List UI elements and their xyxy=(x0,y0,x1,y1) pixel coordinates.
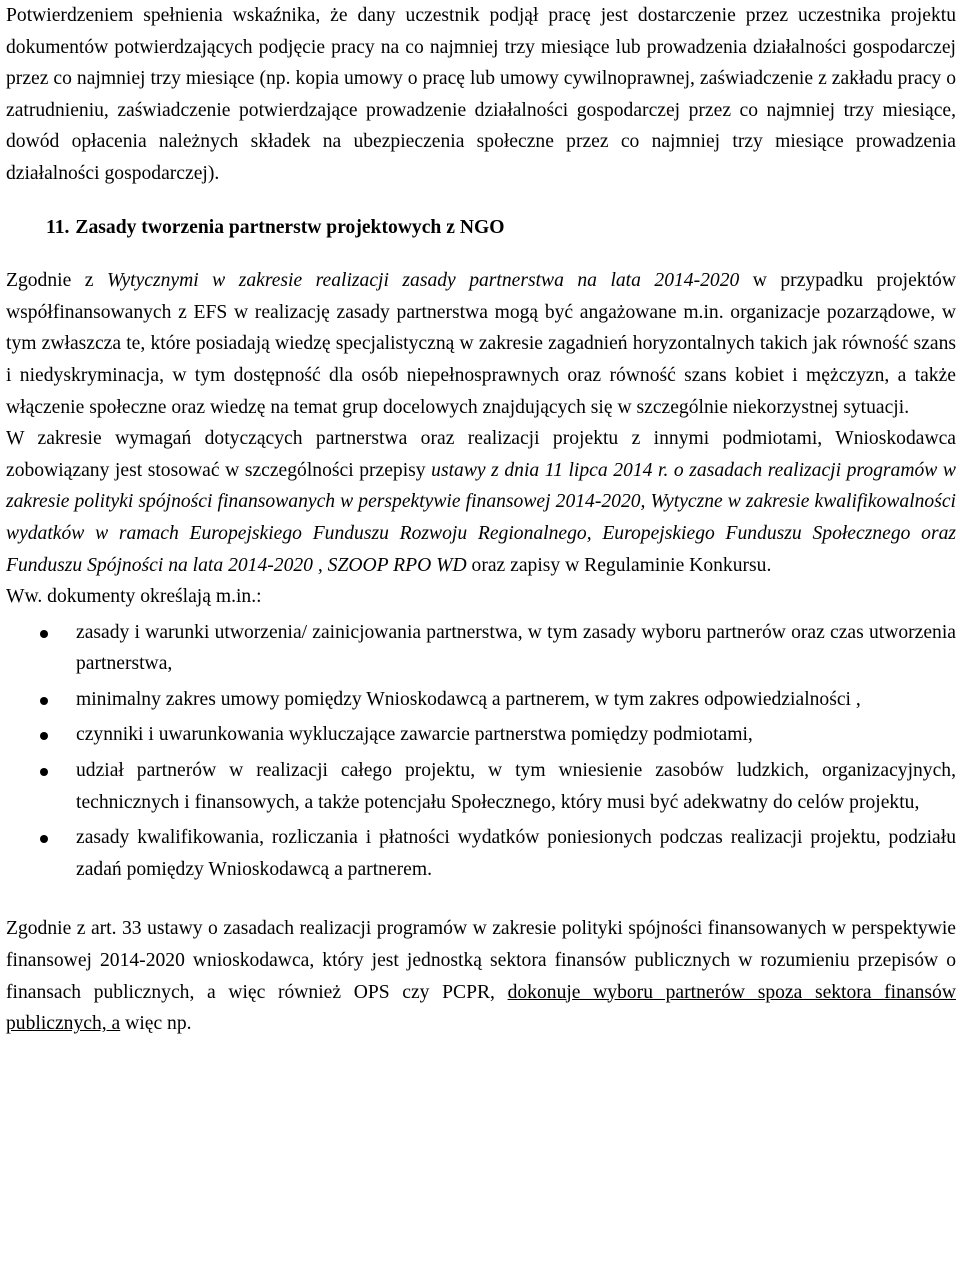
guidelines-rest: w przypadku projektów współfinansowanych z EFS w realizację zasady partnerstwa mogą być angażowane m.in. organizacje pozarządowe, w tym zwłaszcza te, które posiadają wiedzę specjalistyczną w zakresie zagadnień horyzontalnych takich jak równość szans i niedyskryminacja, w tym dostępność dla osób niepełnosprawnych oraz równość szans kobiet i mężczyzn, a także włączenie społeczne oraz wiedzę na temat grup docelowych znajdujących się w szczególnie niekorzystnej sytuacji. xyxy=(6,270,956,418)
bullet-icon xyxy=(40,768,48,776)
art33-rest: więc np. xyxy=(120,1013,192,1035)
art33-paragraph xyxy=(6,913,956,1039)
bullet-icon xyxy=(40,732,48,740)
list-item: czynniki i uwarunkowania wykluczające zawarcie partnerstwa pomiędzy podmiotami, xyxy=(6,719,956,751)
list-item: zasady i warunki utworzenia/ zainicjowania partnerstwa, w tym zasady wyboru partnerów oraz czas utworzenia partnerstwa, xyxy=(6,617,956,680)
guidelines-paragraph xyxy=(6,265,956,423)
art33-lead: Zgodnie z art. 33 ustawy o zasadach realizacji programów w zakresie polityki spójności finansowanych w perspektywie finansowej 2014-2020 wnioskodawca, który jest jednostką sektora finansów publicznych w rozumieniu przepisów o finansach publicznych, a więc również OPS czy PCPR, xyxy=(6,918,956,1003)
list-item: minimalny zakres umowy pomiędzy Wnioskodawcą a partnerem, w tym zakres odpowiedzialności , xyxy=(6,684,956,716)
guidelines-title: Wytycznymi w zakresie realizacji zasady partnerstwa na lata 2014-2020 xyxy=(106,270,740,292)
bullet-icon xyxy=(40,697,48,705)
guidelines-lead: Zgodnie z xyxy=(6,270,107,292)
spacer xyxy=(6,889,956,913)
requirements-rest: oraz zapisy w Regulaminie Konkursu. xyxy=(466,554,772,576)
art33-underlined: dokonuje wyboru partnerów spoza sektora finansów publicznych, a xyxy=(6,981,956,1035)
document-page xyxy=(6,0,956,1040)
section-heading xyxy=(6,212,956,244)
requirements-list xyxy=(6,617,956,886)
bullet-icon xyxy=(40,630,48,638)
section-title: Zasady tworzenia partnerstw projektowych z NGO xyxy=(75,216,505,238)
list-item: zasady kwalifikowania, rozliczania i płatności wydatków poniesionych podczas realizacji projektu, podziału zadań pomiędzy Wnioskodawcą a partnerem. xyxy=(6,822,956,885)
list-intro: Ww. dokumenty określają m.in.: xyxy=(6,586,262,608)
bullet-icon xyxy=(40,835,48,843)
requirements-paragraph xyxy=(6,423,956,581)
requirements-acts: ustawy z dnia 11 lipca 2014 r. o zasadach realizacji programów w zakresie polityki spójności finansowanych w perspektywie finansowej 2014-2020, Wytyczne w zakresie kwalifikowalności wydatków w ramach Europejskiego Funduszu Rozwoju Regionalnego, Europejskiego Funduszu Społecznego oraz Funduszu Spójności na lata 2014-2020 , SZOOP RPO WD xyxy=(6,459,956,576)
section-number: 11. xyxy=(46,216,70,238)
intro-paragraph: Potwierdzeniem spełnienia wskaźnika, że dany uczestnik podjął pracę jest dostarczenie przez uczestnika projektu dokumentów potwierdzających podjęcie pracy na co najmniej trzy miesiące lub prowadzenia działalności gospodarczej przez co najmniej trzy miesiące (np. kopia umowy o pracę lub umowy cywilnoprawnej, zaświadczenie z zakładu pracy o zatrudnieniu, zaświadczenie potwierdzające prowadzenie działalności gospodarczej przez co najmniej trzy miesiące, dowód opłacenia należnych składek na ubezpieczenia społeczne przez co najmniej trzy miesiące prowadzenia działalności gospodarczej). xyxy=(6,5,956,184)
requirements-lead: W zakresie wymagań dotyczących partnerstwa oraz realizacji projektu z innymi podmiotami, Wnioskodawca zobowiązany jest stosować w szczególności przepisy xyxy=(6,428,956,481)
list-item: udział partnerów w realizacji całego projektu, w tym wniesienie zasobów ludzkich, organizacyjnych, technicznych i finansowych, a także potencjału Społecznego, który musi być adekwatny do celów projektu, xyxy=(6,755,956,818)
